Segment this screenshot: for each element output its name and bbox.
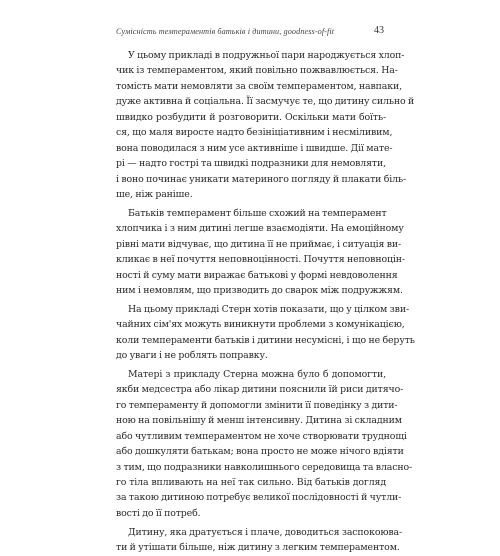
text-line: або чутливим темпераментом не хоче створювати труднощі [116,430,407,442]
text-line: Батьків темперамент більше схожий на темперамент [128,207,387,219]
text-line: На цьому прикладі Стерн хотів показати, що у цілком зви- [128,303,409,315]
text-line: до уваги і не роблять поправку. [116,350,268,362]
text-line: ною на повільнішу й менш інтенсивну. Дитина зі складним [116,415,402,427]
page-number: 43 [374,25,384,36]
running-head: Сумісність темпераментів батьків і дитини, goodness-of-fit [116,27,335,36]
text-line: коли темпераменти батьків і дитини несумісні, і що не беруть [116,334,415,346]
text-line: якби медсестра або лікар дитини пояснили їй риси дитячо- [116,384,404,396]
text-line: Матері з прикладу Стерна можна було б допомогти, [128,368,386,380]
text-line: дуже активна й соціальна. Її засмучує те, що дитину сильно й [116,96,415,108]
text-line: вості до її потреб. [116,507,201,519]
paragraph [116,206,405,299]
text-line: і воно починає уникати материного погляду й плакати біль- [116,173,407,185]
paragraph [116,302,415,364]
text-line: хлопчика і з ним дитині легше взаємодіяти. На емоційному [116,223,404,235]
text-line: швидко розбудити й розговорити. Оскільки мати боїть- [116,111,386,123]
text-line: ним і немовлям, що призводить до сварок між подружжям. [116,284,403,296]
text-line: чайних сім'ях можуть виникнути проблеми з комунікацією, [116,319,405,331]
text-line: ності й суму мати виражає батькові у формі невдоволення [116,269,398,281]
paragraph [116,525,403,556]
text-line: Дитину, яка дратується і плаче, доводиться заспокоюва- [128,526,403,538]
text-line: рівні мати відчуває, що дитина її не приймає, і ситуація ви- [116,238,402,250]
text-line: го тіла впливають на неї так сильно. Від батьків догляд [116,476,386,488]
text-line: томість мати немовляти за своїм темпераментом, навпаки, [116,80,402,92]
text-line: ти й утішати більше, ніж дитину з легким темпераментом. [116,542,400,554]
body-text [116,48,415,556]
text-line: кликає в неї почуття неповноцінності. Почуття неповноцін- [116,254,405,266]
text-line: з тим, що подразники навколишнього середовища та власно- [116,461,413,473]
paragraph [116,367,413,521]
text-line: вона поводилася з ним усе активніше і швидше. Дії мате- [116,142,393,154]
paragraph [116,48,415,202]
text-line: або дошкуляти батькам; вона просто не може нічого вдіяти [116,446,404,458]
text-line: го темпераменту й допомогли змінити її поведінку з дити- [116,399,398,411]
text-line: У цьому прикладі в подружньої пари народжується хлоп- [128,50,405,61]
text-line: чик із темпераментом, який повільно пожвавлюється. На- [116,65,398,77]
text-line: ся, що маля виросте надто безініціативним і несміливим, [116,127,393,139]
text-line: ше, ніж раніше. [116,188,193,200]
text-line: за такою дитиною потребує великої послідовності й чутли- [116,492,402,504]
text-line: рі — надто гострі та швидкі подразники для немовляти, [116,158,386,170]
